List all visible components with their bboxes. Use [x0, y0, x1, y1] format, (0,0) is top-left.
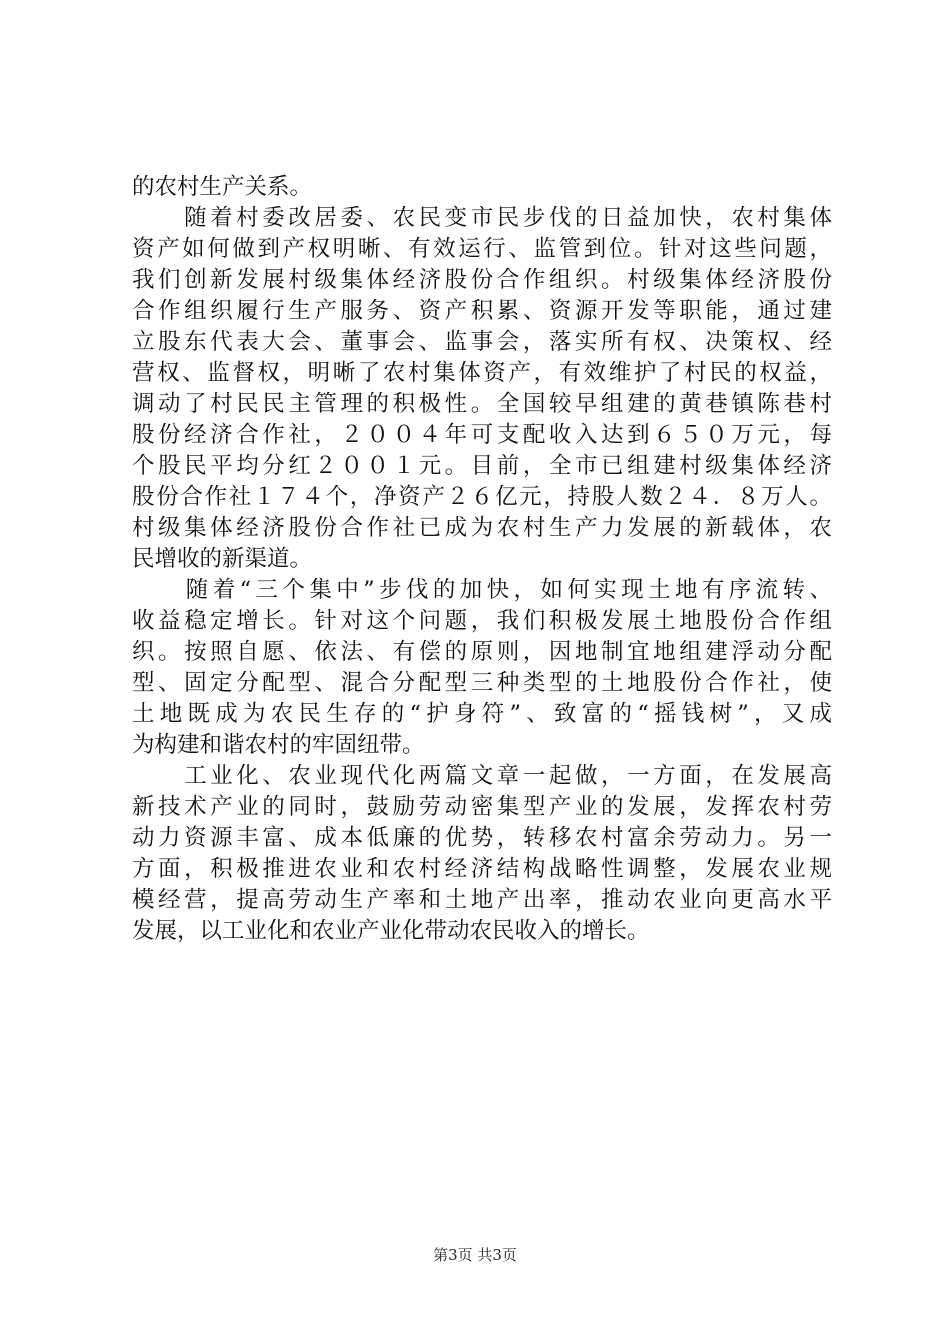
text-line: 民增收的新渠道。 — [132, 546, 313, 572]
text-line: 工业化、农业现代化两篇文章一起做，一方面，在发展高 — [132, 763, 832, 789]
text-line: 型、固定分配型、混合分配型三种类型的土地股份合作社，使 — [132, 670, 832, 696]
document-body — [132, 172, 832, 947]
page-number-footer: 第3页 共3页 — [433, 1246, 517, 1264]
text-line: 个股民平均分红２００１元。目前，全市已组建村级集体经济 — [132, 453, 832, 479]
text-line: 织。按照自愿、依法、有偿的原则，因地制宜地组建浮动分配 — [132, 639, 832, 665]
text-line: 为构建和谐农村的牢固纽带。 — [132, 732, 425, 758]
text-line: 新技术产业的同时，鼓励劳动密集型产业的发展，发挥农村劳 — [132, 794, 832, 820]
text-line: 合作组织履行生产服务、资产积累、资源开发等职能，通过建 — [132, 298, 832, 324]
text-line: 我们创新发展村级集体经济股份合作组织。村级集体经济股份 — [132, 267, 832, 293]
text-line: 随着村委改居委、农民变市民步伐的日益加快，农村集体 — [132, 205, 832, 231]
text-line: 股份经济合作社，２００４年可支配收入达到６５０万元，每 — [132, 422, 832, 448]
text-line: 立股东代表大会、董事会、监事会，落实所有权、决策权、经 — [132, 329, 832, 355]
text-line: 模经营，提高劳动生产率和土地产出率，推动农业向更高水平 — [132, 887, 832, 913]
text-line: 资产如何做到产权明晰、有效运行、监管到位。针对这些问题， — [132, 236, 832, 262]
text-line: 发展，以工业化和农业产业化带动农民收入的增长。 — [132, 918, 650, 944]
text-line: 方面，积极推进农业和农村经济结构战略性调整，发展农业规 — [132, 856, 832, 882]
text-line: 营权、监督权，明晰了农村集体资产，有效维护了村民的权益， — [132, 360, 832, 386]
text-line: 土地既成为农民生存的“护身符”、致富的“摇钱树”，又成 — [132, 701, 832, 727]
text-line: 调动了村民民主管理的积极性。全国较早组建的黄巷镇陈巷村 — [132, 391, 832, 417]
text-line: 股份合作社１７４个，净资产２６亿元，持股人数２４．８万人。 — [132, 484, 832, 510]
text-line: 随着“三个集中”步伐的加快，如何实现土地有序流转、 — [132, 577, 832, 603]
text-line: 的农村生产关系。 — [132, 174, 313, 200]
text-line: 动力资源丰富、成本低廉的优势，转移农村富余劳动力。另一 — [132, 825, 832, 851]
text-line: 收益稳定增长。针对这个问题，我们积极发展土地股份合作组 — [132, 608, 832, 634]
text-line: 村级集体经济股份合作社已成为农村生产力发展的新载体，农 — [132, 515, 832, 541]
